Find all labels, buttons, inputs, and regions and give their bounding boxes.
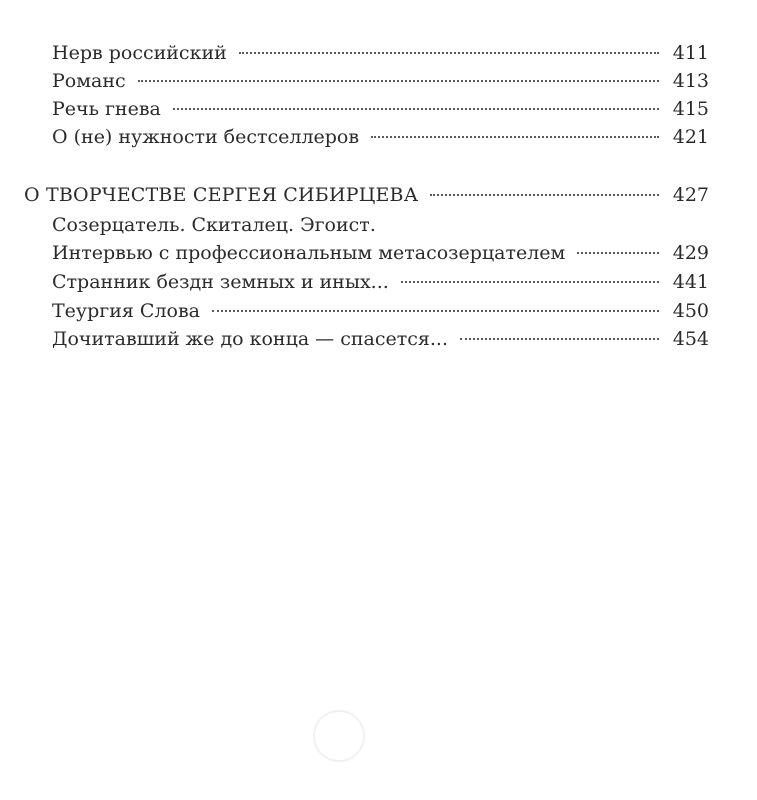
toc-entry	[52, 97, 709, 121]
dot-leader	[371, 136, 659, 138]
toc-entry	[52, 241, 709, 265]
toc-entry-page: 421	[672, 126, 709, 148]
show-through-badge	[313, 710, 365, 762]
toc-entry-page: 441	[672, 271, 709, 293]
toc-entry-page: 450	[672, 300, 709, 322]
toc-entry	[52, 125, 709, 149]
toc-entry	[52, 270, 709, 294]
toc-entry	[52, 299, 709, 323]
toc-entry-title: Теургия Слова	[52, 300, 200, 322]
toc-chapter-heading	[24, 183, 709, 207]
dot-leader	[577, 252, 659, 254]
toc-entry	[52, 69, 709, 93]
toc-sub-heading	[52, 213, 709, 237]
toc-entry-title: Речь гнева	[52, 98, 161, 120]
toc-entry	[52, 327, 709, 351]
toc-entry-page: 413	[672, 70, 709, 92]
toc-entry-title: Странник бездн земных и иных...	[52, 271, 389, 293]
dot-leader	[138, 80, 659, 82]
toc-entry-page: 454	[672, 328, 709, 350]
dot-leader	[430, 194, 659, 196]
toc-entry-page: 411	[672, 42, 709, 64]
dot-leader	[460, 338, 659, 340]
toc-entry-page: 415	[672, 98, 709, 120]
chapter-title: О ТВОРЧЕСТВЕ СЕРГЕЯ СИБИРЦЕВА	[24, 184, 419, 206]
toc-entry-page: 429	[672, 242, 709, 264]
toc-entry	[52, 41, 709, 65]
chapter-page: 427	[672, 184, 709, 206]
toc-entry-title: Дочитавший же до конца — спасется...	[52, 328, 448, 350]
dot-leader	[239, 52, 659, 54]
dot-leader	[401, 281, 659, 283]
sub-heading-title: Созерцатель. Скиталец. Эгоист.	[52, 214, 376, 236]
dot-leader	[212, 310, 659, 312]
toc-entry-title: Интервью с профессиональным метасозерцателем	[52, 242, 566, 264]
toc-entry-title: Романс	[52, 70, 126, 92]
dot-leader	[173, 108, 659, 110]
toc-entry-title: Нерв российский	[52, 42, 227, 64]
toc-entry-title: О (не) нужности бестселлеров	[52, 126, 360, 148]
